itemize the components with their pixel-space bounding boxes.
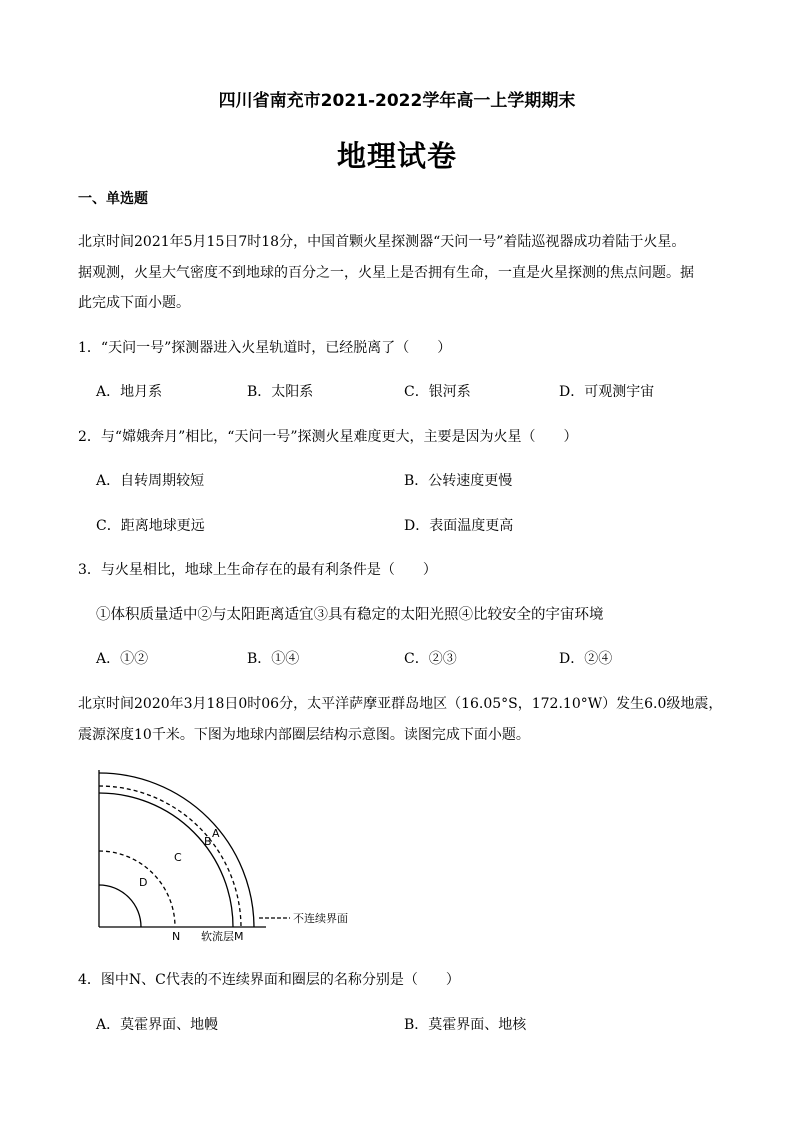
passage-line: 此完成下面小题。 [78,295,190,311]
option-b[interactable]: B．莫霍界面、地核 [404,1017,527,1033]
passage-line: 据观测，火星大气密度不到地球的百分之一，火星上是否拥有生命，一直是火星探测的焦点问题。据 [78,265,694,281]
label-b: B [204,835,212,848]
option-c[interactable]: C．②③ [404,651,457,667]
moho-discontinuity [99,786,241,927]
passage-line: 北京时间2020年3月18日0时06分，太平洋萨摩亚群岛地区（16.05°S，172.10°W）发生6.0级地震， [78,696,723,712]
label-m: 软流层M [201,930,244,943]
option-c[interactable]: C．距离地球更远 [96,518,205,534]
option-b[interactable]: B．①④ [247,651,300,667]
option-b[interactable]: B．太阳系 [247,384,314,400]
option-a[interactable]: A．自转周期较短 [96,473,205,489]
inner-core-arc [99,885,141,927]
passage-line: 震源深度10千米。下图为地球内部圈层结构示意图。读图完成下面小题。 [78,727,530,743]
asthenosphere-arc [99,793,233,927]
question-statement: ①体积质量适中②与太阳距离适宜③具有稳定的太阳光照④比较安全的宇宙环境 [96,607,604,623]
gutenberg-discontinuity [99,851,175,927]
document-subtitle: 地理试卷 [336,139,457,173]
option-d[interactable]: D．表面温度更高 [404,518,514,534]
option-c[interactable]: C．银河系 [404,384,471,400]
option-b[interactable]: B．公转速度更慢 [404,473,513,489]
question-stem: 3．与火星相比，地球上生命存在的最有利条件是（ ） [78,562,437,578]
option-a[interactable]: A．①② [96,651,149,667]
option-a[interactable]: A．莫霍界面、地幔 [96,1017,219,1033]
label-c: C [174,851,182,864]
label-n: N [172,930,181,943]
section-heading: 一、单选题 [78,191,148,207]
option-d[interactable]: D．可观测宇宙 [559,384,655,400]
option-d[interactable]: D．②④ [559,651,613,667]
legend-label: 不连续界面 [293,912,348,925]
question-stem: 4．图中N、C代表的不连续界面和圈层的名称分别是（ ） [78,972,460,988]
option-a[interactable]: A．地月系 [96,384,163,400]
label-a: A [212,827,220,840]
passage-line: 北京时间2021年5月15日7时18分，中国首颗火星探测器“天问一号”着陆巡视器成功着陆于火星。 [78,234,686,250]
label-d: D [139,876,148,889]
question-stem: 1．“天问一号”探测器进入火星轨道时，已经脱离了（ ） [78,340,452,356]
document-title: 四川省南充市2021-2022学年高一上学期期末 [218,91,576,111]
question-stem: 2．与“嫦娥奔月”相比，“天问一号”探测火星难度更大，主要是因为火星（ ） [78,429,578,445]
